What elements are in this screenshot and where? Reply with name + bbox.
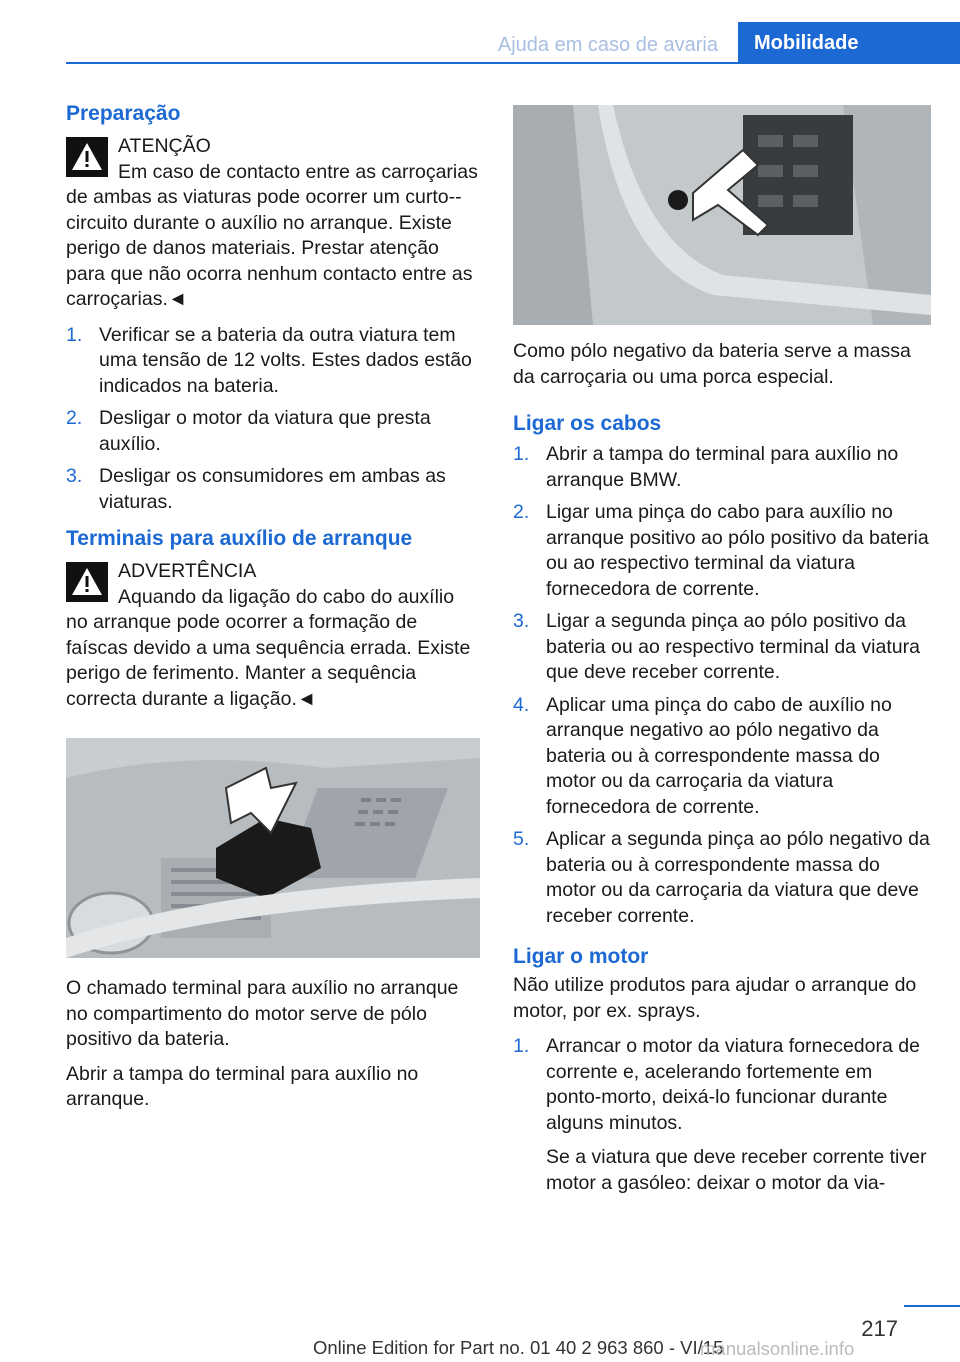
step-number: 1. [513,1035,530,1057]
list-item [66,406,480,457]
list-item [66,323,480,400]
step-text: Desligar o motor da viatura que presta auxílio. [99,407,431,455]
list-item [513,827,931,929]
step-text: Ligar a segunda pinça ao pólo positivo da bateria ou ao respectivo terminal da viatura que deve receber corrente. [546,610,920,683]
warning-text: Em caso de contacto entre as carroçarias de ambas as viaturas pode ocorrer um curto--circuito durante o auxílio no arranque. Existe perigo de danos materiais. Prestar atenção para que não ocorra nenhum contacto entre as carroçarias.◄ [66,160,478,310]
header-rule [66,62,960,64]
step-number: 4. [513,693,530,716]
warning-box-atencao [66,134,480,313]
warning-title: ADVERTÊNCIA [118,560,257,582]
left-column [66,98,480,1113]
right-column [513,105,931,1203]
step-number: 3. [513,610,530,632]
step-text: Abrir a tampa do terminal para auxílio no arranque BMW. [546,443,899,491]
step-text: Arrancar o motor da viatura fornecedora de corrente e, acelerando fortemente em ponto-morto, deixá-lo funcionar durante alguns minutos. [546,1035,920,1134]
steps-list-preparacao [66,323,480,516]
step-number: 3. [66,465,83,487]
engine-jump-start-terminal-photo [66,738,480,958]
list-item [513,442,931,493]
step-text: Verificar se a bateria da outra viatura tem uma tensão de 12 volts. Estes dados estão indicados na bateria. [99,323,472,397]
header-section-title: Ajuda em caso de avaria [497,34,718,56]
paragraph-open-cover: Abrir a tampa do terminal para auxílio no arranque. [66,1062,419,1110]
warning-title: ATENÇÃO [118,135,211,157]
page-number: 217 [861,1316,898,1341]
step-text: Aplicar a segunda pinça ao pólo negativo da bateria ou à correspondente massa do motor ou da carroçaria da viatura que deve receber corrente. [546,828,930,927]
paragraph-no-sprays: Não utilize produtos para ajudar o arranque do motor, por ex. sprays. [513,974,917,1022]
step-subtext: Se a viatura que deve receber corrente tiver motor a gasóleo: deixar o motor da via- [546,1146,927,1194]
step-number: 5. [513,828,530,850]
heading-ligar-cabos: Ligar os cabos [513,412,662,435]
heading-preparacao: Preparação [66,102,181,125]
step-text: Ligar uma pinça do cabo para auxílio no arranque positivo ao pólo positivo da bateria ou ao respectivo terminal da viatura fornecedora de corrente. [546,501,929,600]
warning-triangle-icon [66,562,108,602]
step-number: 2. [66,407,83,429]
footer-rule [904,1305,960,1307]
step-text: Desligar os consumidores em ambas as viaturas. [99,465,446,513]
caption-ground: Como pólo negativo da bateria serve a massa da carroçaria ou uma porca especial. [513,340,911,388]
engine-ground-point-photo [513,105,931,325]
edition-footer: Online Edition for Part no. 01 40 2 963 860 - VI/15 [313,1337,724,1358]
header-chapter-tab: Mobilidade [738,22,960,64]
heading-ligar-motor: Ligar o motor [513,945,649,968]
caption-terminal: O chamado terminal para auxílio no arranque no compartimento do motor serve de pólo positivo da bateria. [66,977,459,1050]
list-item [513,1034,931,1196]
list-item [513,500,931,602]
step-number: 1. [513,443,530,465]
list-item [513,609,931,686]
step-text: Aplicar uma pinça do cabo de auxílio no arranque negativo ao pólo negativo da bateria ou à correspondente massa do motor ou da carroçaria da viatura fornecedora de corrente. [546,693,892,818]
warning-triangle-icon [66,137,108,177]
warning-text: Aquando da ligação do cabo do auxílio no arranque pode ocorrer a formação de faíscas devido a uma sequência errada. Existe perigo de ferimento. Manter a sequência correcta durante a ligação.◄ [66,585,471,710]
steps-list-ligar-cabos [513,442,931,929]
step-number: 2. [513,501,530,523]
heading-terminais: Terminais para auxílio de arranque [66,527,413,550]
watermark: manualsonline.info [700,1338,855,1359]
warning-box-advertencia [66,559,480,712]
steps-list-ligar-motor [513,1034,931,1196]
list-item [513,693,931,821]
list-item [66,464,480,515]
step-number: 1. [66,323,83,346]
